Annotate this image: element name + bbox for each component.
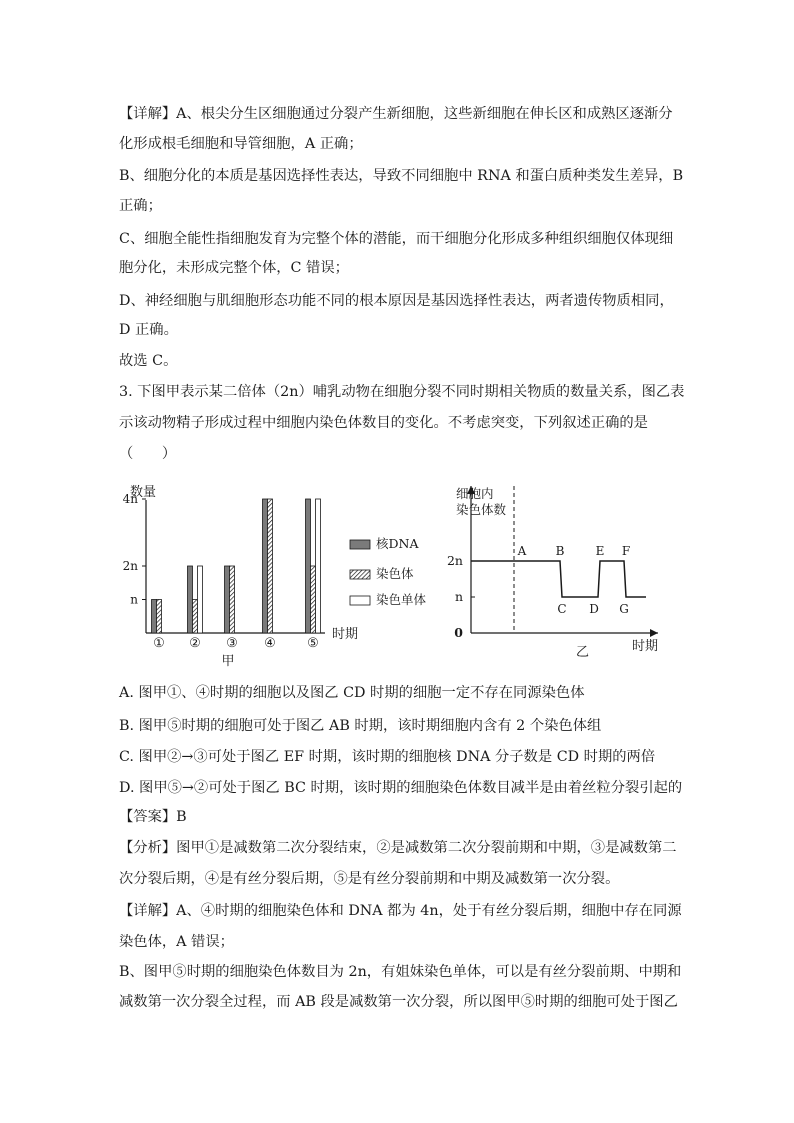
bar-dna [306,499,311,633]
chart-jia-bars [152,499,321,633]
text-line: 次分裂后期，④是有丝分裂后期，⑤是有丝分裂前期和中期及减数第一次分裂。 [119,871,620,887]
x-tick-label: ② [189,636,201,651]
point-label-d: D [589,602,599,616]
chart-jia-axes [123,484,358,669]
point-label-c: C [557,602,567,616]
text-line: 正确； [119,198,162,214]
text-line: 示该动物精子形成过程中细胞内染色体数目的变化。不考虑突变，下列叙述正确的是 [119,415,648,431]
text-line: B. 图甲⑤时期的细胞可处于图乙 AB 时期，该时期细胞内含有 2 个染色体组 [119,718,602,734]
y-axis-label: 细胞内 [456,486,494,501]
text-line: C. 图甲②→③可处于图乙 EF 时期，该时期的细胞核 DNA 分子数是 CD 时期的两倍 [119,749,656,765]
point-label-f: F [621,544,631,558]
text-line: 【答案】B [119,809,187,825]
legend-swatch [350,540,370,549]
x-axis-label: 时期 [332,627,359,642]
bar-chromosome [230,566,235,633]
text-line: 化形成根毛细胞和导管细胞，A 正确； [119,136,363,152]
text-line: 胞分化，未形成完整个体，C 错误； [119,260,349,276]
legend-label: 核DNA [376,536,419,551]
legend-label: 染色单体 [376,592,427,607]
text-line: 减数第一次分裂全过程，而 AB 段是减数第一次分裂，所以图甲⑤时期的细胞可处于图乙 [119,994,678,1010]
point-label-b: B [555,544,565,558]
chart-yi-axes [447,486,658,658]
y-tick-label: 2n [122,559,138,573]
text-line: 【详解】A、根尖分生区细胞通过分裂产生新细胞，这些新细胞在伸长区和成熟区逐渐分 [119,106,673,122]
bar-chromosome [157,600,162,634]
legend-label: 染色体 [376,566,414,581]
bar-dna [152,600,157,634]
chart-jia-legend [350,536,427,607]
y-tick-label: n [130,592,138,607]
text-line: B、图甲⑤时期的细胞染色体数目为 2n，有姐妹染色单体，可以是有丝分裂前期、中期和 [119,964,682,980]
text-line: 【分析】图甲①是减数第二次分裂结束，②是减数第二次分裂前期和中期，③是减数第二 [119,840,677,856]
text-line: 【详解】A、④时期的细胞染色体和 DNA 都为 4n，处于有丝分裂后期，细胞中存在同源 [119,903,682,919]
chart-jia [110,478,440,673]
bar-chromatid [316,499,321,633]
y-tick-label: 2n [446,553,463,568]
x-tick-label: ③ [226,636,238,651]
chart-title: 乙 [576,645,590,658]
point-label-e: E [595,544,605,558]
point-label-a: A [517,544,527,558]
bar-chromosome [311,566,316,633]
x-tick-label: ① [153,636,165,651]
bar-dna [225,566,230,633]
x-axis-label: 时期 [632,639,659,654]
bar-chromosome [268,499,273,633]
text-line: 故选 C。 [119,353,178,369]
y-tick-label: 4n [122,492,138,506]
chromosome-count-line [471,561,646,597]
bar-dna [188,566,193,633]
point-label-g: G [619,602,629,616]
text-line: D、神经细胞与肌细胞形态功能不同的根本原因是基因选择性表达，两者遗传物质相同， [119,293,674,309]
bar-chromatid [198,566,203,633]
y-axis-label: 染色体数 [456,502,507,517]
y-tick-label: n [454,589,463,604]
bar-chromosome [193,600,198,634]
x-tick-label: ④ [264,636,276,651]
chart-yi [436,478,696,658]
text-line: D 正确。 [119,322,178,338]
legend-swatch [350,570,370,579]
x-tick-label: ⑤ [307,636,319,651]
x-axis-arrow [650,629,658,637]
y-axis-label: 数量 [130,485,157,500]
text-line: C、细胞全能性指细胞发育为完整个体的潜能，而干细胞分化形成多种组织细胞仅体现细 [119,231,674,247]
text-line: D. 图甲⑤→②可处于图乙 BC 时期，该时期的细胞染色体数目减半是由着丝粒分裂引起的 [119,780,683,796]
bar-dna [263,499,268,633]
text-line: （ ） [119,446,177,462]
text-line: A. 图甲①、④时期的细胞以及图乙 CD 时期的细胞一定不存在同源染色体 [119,685,585,701]
text-line: 3. 下图甲表示某二倍体（2n）哺乳动物在细胞分裂不同时期相关物质的数量关系，图乙表 [119,384,685,400]
legend-swatch [350,596,370,605]
text-line: 染色体，A 错误； [119,934,234,950]
text-line: B、细胞分化的本质是基因选择性表达，导致不同细胞中 RNA 和蛋白质种类发生差异，B [119,168,684,184]
y-tick-label: 0 [454,625,463,640]
chart-title: 甲 [221,654,235,669]
